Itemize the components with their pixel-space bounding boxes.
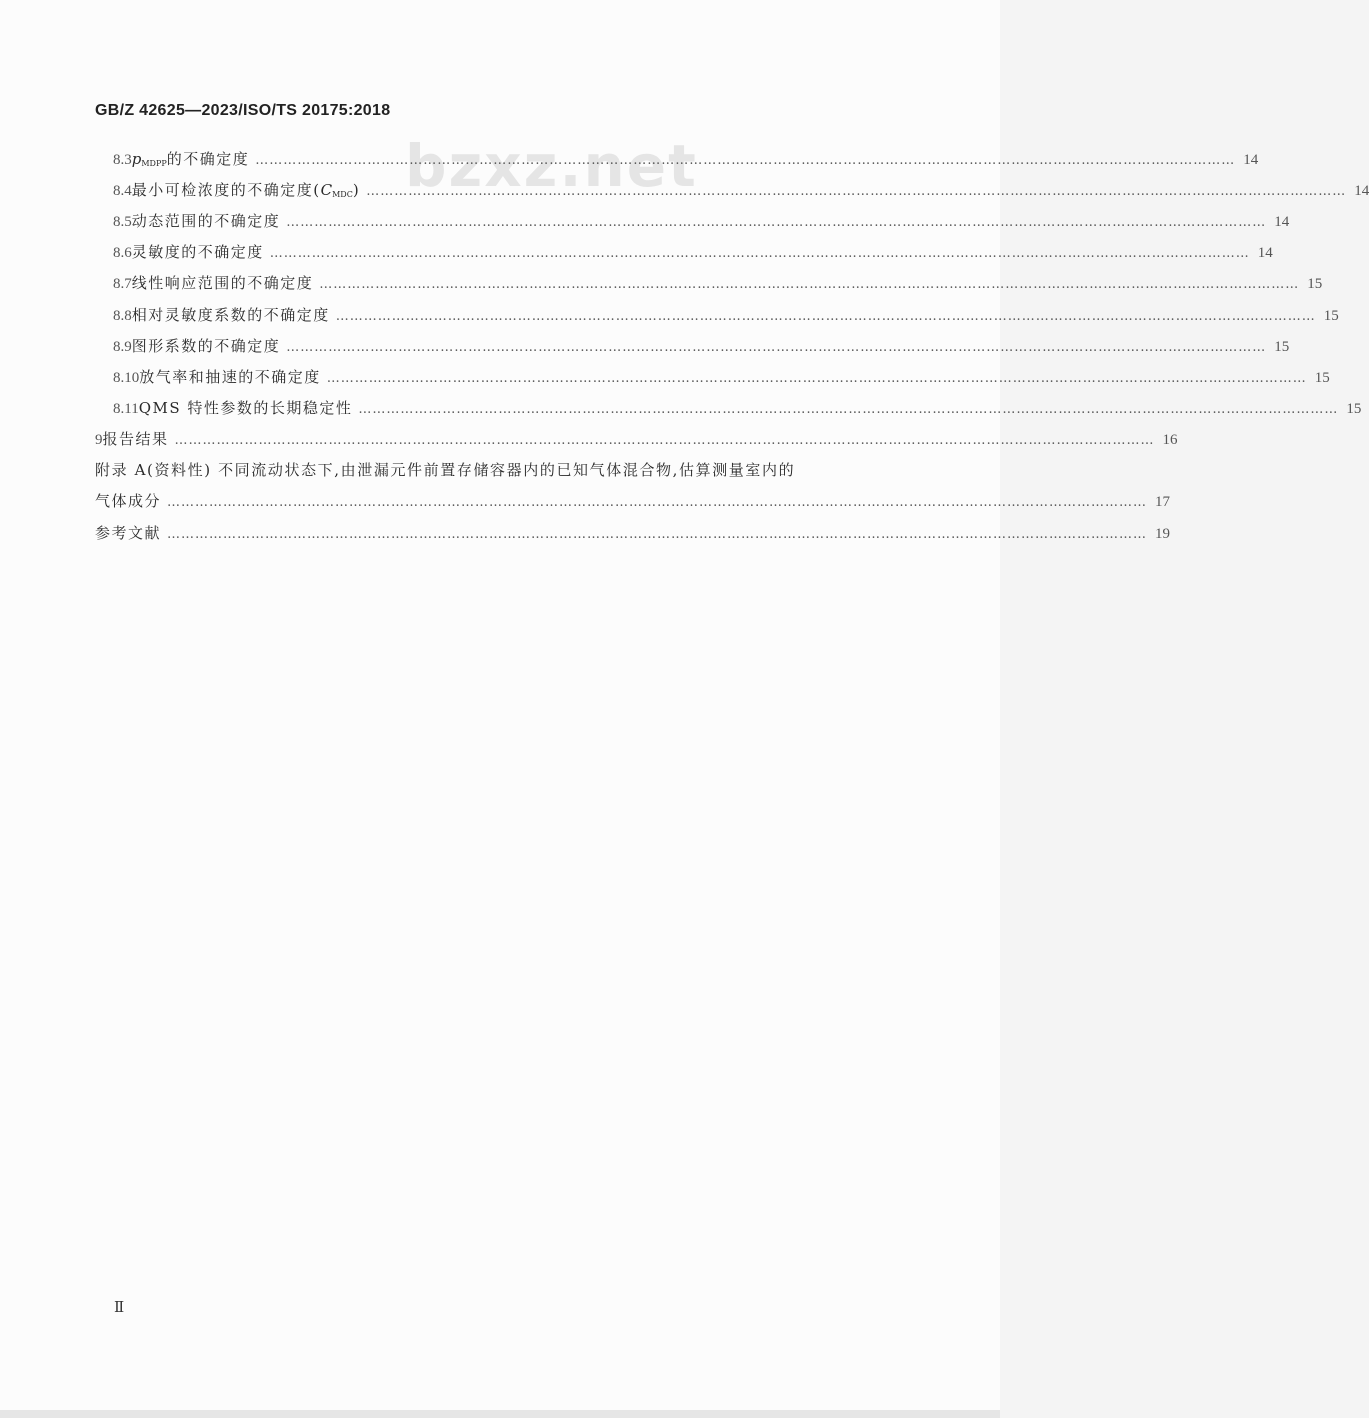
- toc-title: 气体成分: [95, 492, 162, 510]
- toc-title: 线性响应范围的不确定度: [131, 274, 314, 292]
- toc-title: 放气率和抽速的不确定度: [139, 368, 321, 386]
- toc-entry-8-9[interactable]: [95, 334, 1290, 358]
- page-number-footer: Ⅱ: [114, 1298, 125, 1316]
- toc-number: 8.3: [113, 152, 132, 168]
- toc-page-number: 15: [1314, 370, 1330, 386]
- toc-entry-8-8[interactable]: [95, 303, 1339, 327]
- page-bottom-edge: [0, 1410, 1000, 1418]
- toc-entry-9[interactable]: [95, 427, 1178, 451]
- toc-entry-8-10[interactable]: [95, 365, 1330, 389]
- toc-leader-dots: …………………………………………………………………………………………………………………………………………………………………………………………: [286, 340, 1267, 355]
- toc-page-number: 15: [1346, 401, 1362, 417]
- toc-page-number: 15: [1274, 339, 1290, 355]
- toc-leader-dots: …………………………………………………………………………………………………………………………………………………………………………………………: [319, 277, 1300, 292]
- toc-number: 8.5: [113, 214, 132, 230]
- toc-entry-8-3[interactable]: [95, 147, 1259, 171]
- toc-number: 8.8: [113, 308, 132, 324]
- toc-number: 8.4: [113, 183, 132, 199]
- toc-page-number: 14: [1243, 152, 1259, 168]
- toc-entry-appendix-a[interactable]: 附录 A(资料性) 不同流动状态下,由泄漏元件前置存储容器内的已知气体混合物,估算测量室内的: [95, 461, 796, 479]
- toc-leader-dots: …………………………………………………………………………………………………………………………………………………………………………………………: [167, 527, 1148, 542]
- toc-entry-8-7[interactable]: [95, 271, 1323, 295]
- toc-entry-appendix-a-continued[interactable]: [95, 489, 1171, 513]
- toc-title: $p_{MDPP}$的不确定度: [131, 150, 250, 168]
- toc-page-number: 16: [1162, 432, 1178, 448]
- toc-leader-dots: …………………………………………………………………………………………………………………………………………………………………………………………: [335, 309, 1316, 324]
- toc-leader-dots: …………………………………………………………………………………………………………………………………………………………………………………………: [358, 402, 1339, 417]
- toc-leader-dots: …………………………………………………………………………………………………………………………………………………………………………………………: [174, 433, 1155, 448]
- toc-page-number: 17: [1155, 494, 1171, 510]
- toc-entry-8-5[interactable]: [95, 209, 1290, 233]
- toc-page-number: 19: [1155, 526, 1171, 542]
- toc-page-number: 15: [1323, 308, 1339, 324]
- toc-number: 8.10: [113, 370, 140, 386]
- toc-number: 8.9: [113, 339, 132, 355]
- toc-leader-dots: …………………………………………………………………………………………………………………………………………………………………………………………: [286, 215, 1267, 230]
- toc-title: 参考文献: [95, 524, 162, 542]
- toc-number: 8.7: [113, 276, 132, 292]
- toc-title: 最小可检浓度的不确定度$(C_{MDC})$: [131, 181, 361, 199]
- toc-entry-8-4[interactable]: [95, 178, 1369, 202]
- toc-number: 9: [95, 432, 103, 448]
- toc-title: 图形系数的不确定度: [131, 337, 281, 355]
- toc-title: 相对灵敏度系数的不确定度: [131, 306, 330, 324]
- toc-page-number: 14: [1354, 183, 1369, 199]
- toc-entry-8-11[interactable]: [95, 396, 1362, 420]
- toc-leader-dots: …………………………………………………………………………………………………………………………………………………………………………………………: [255, 153, 1236, 168]
- toc-leader-dots: …………………………………………………………………………………………………………………………………………………………………………………………: [326, 371, 1307, 386]
- toc-page-number: 14: [1274, 214, 1290, 230]
- toc-leader-dots: …………………………………………………………………………………………………………………………………………………………………………………………: [269, 246, 1250, 261]
- toc-entry-8-6[interactable]: [95, 240, 1273, 264]
- toc-leader-dots: …………………………………………………………………………………………………………………………………………………………………………………………: [366, 184, 1347, 199]
- watermark: bzxz.net: [405, 132, 698, 200]
- toc-entry-references[interactable]: [95, 521, 1171, 545]
- toc-title: QMS 特性参数的长期稳定性: [138, 399, 353, 417]
- toc-number: 8.6: [113, 245, 132, 261]
- toc-page-number: 15: [1307, 276, 1323, 292]
- toc-title: 灵敏度的不确定度: [131, 243, 264, 261]
- toc-title: 报告结果: [102, 430, 169, 448]
- standard-number-header: GB/Z 42625—2023/ISO/TS 20175:2018: [95, 102, 391, 119]
- toc-number: 8.11: [113, 401, 139, 417]
- toc-page-number: 14: [1257, 245, 1273, 261]
- toc-title: 动态范围的不确定度: [131, 212, 281, 230]
- toc-leader-dots: …………………………………………………………………………………………………………………………………………………………………………………………: [167, 495, 1148, 510]
